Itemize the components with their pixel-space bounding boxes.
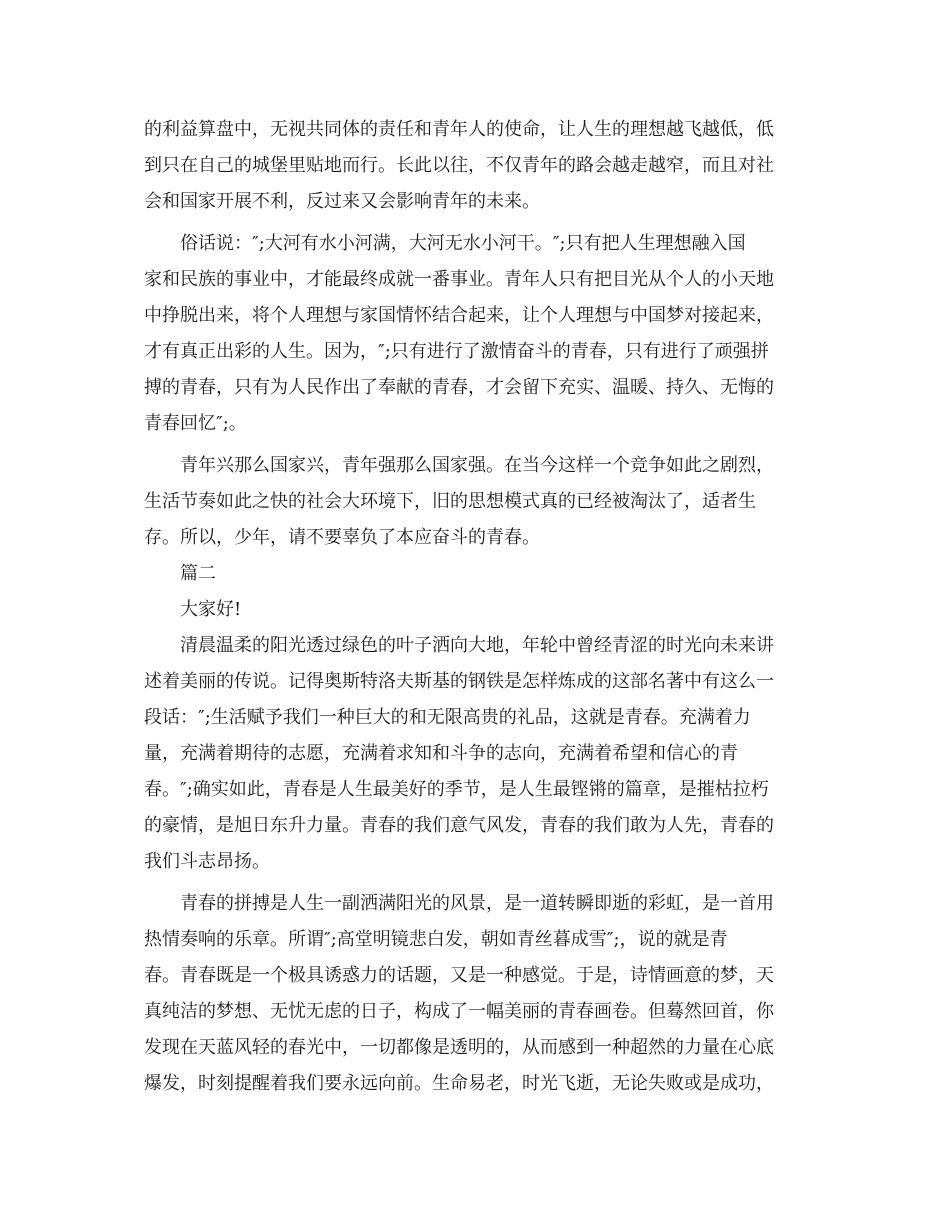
text-line: 生活节奏如此之快的社会大环境下，旧的思想模式真的已经被淘汰了，适者生	[144, 491, 756, 512]
text-line: 述着美丽的传说。记得奥斯特洛夫斯基的钢铁是怎样炼成的这部名著中有这么一	[144, 671, 774, 692]
text-line: 清晨温柔的阳光透过绿色的叶子洒向大地，年轮中曾经青涩的时光向未来讲	[180, 635, 774, 656]
text-line: 青春回忆″;。	[144, 413, 247, 434]
text-line: 才有真正出彩的人生。因为，″;只有进行了激情奋斗的青春，只有进行了顽强拼	[144, 341, 769, 362]
text-line: 春。″;确实如此，青春是人生最美好的季节，是人生最铿锵的篇章，是摧枯拉朽	[144, 779, 769, 800]
text-line: 青年兴那么国家兴，青年强那么国家强。在当今这样一个竞争如此之剧烈，	[180, 455, 774, 476]
text-line: 青春的拼搏是人生一副洒满阳光的风景，是一道转瞬即逝的彩虹，是一首用	[180, 893, 774, 914]
text-line: 家和民族的事业中，才能最终成就一番事业。青年人只有把目光从个人的小天地	[144, 269, 774, 290]
text-line: 会和国家开展不利，反过来又会影响青年的未来。	[144, 191, 540, 212]
text-line: 俗话说：″;大河有水小河满，大河无水小河干。″;只有把人生理想融入国	[180, 233, 746, 254]
text-line: 存。所以，少年，请不要辜负了本应奋斗的青春。	[144, 527, 540, 548]
text-line: 到只在自己的城堡里贴地而行。长此以往，不仅青年的路会越走越窄，而且对社	[144, 155, 774, 176]
greeting-line: 大家好!	[180, 599, 242, 620]
text-line: 真纯洁的梦想、无忧无虑的日子，构成了一幅美丽的青春画卷。但蓦然回首，你	[144, 1001, 774, 1022]
text-line: 的利益算盘中，无视共同体的责任和青年人的使命，让人生的理想越飞越低，低	[144, 119, 774, 140]
text-line: 段话：″;生活赋予我们一种巨大的和无限高贵的礼品，这就是青春。充满着力	[144, 707, 751, 728]
text-line: 我们斗志昂扬。	[144, 851, 270, 872]
text-line: 热情奏响的乐章。所谓″;高堂明镜悲白发，朝如青丝暮成雪″;，说的就是青	[144, 929, 728, 950]
text-line: 中挣脱出来，将个人理想与家国情怀结合起来，让个人理想与中国梦对接起来，	[144, 305, 774, 326]
text-line: 搏的青春，只有为人民作出了奉献的青春，才会留下充实、温暖、持久、无悔的	[144, 377, 774, 398]
section-heading: 篇二	[180, 563, 216, 584]
text-line: 发现在天蓝风轻的春光中，一切都像是透明的，从而感到一种超然的力量在心底	[144, 1037, 774, 1058]
text-line: 春。青春既是一个极具诱惑力的话题，又是一种感觉。于是，诗情画意的梦，天	[144, 965, 774, 986]
text-line: 爆发，时刻提醒着我们要永远向前。生命易老，时光飞逝，无论失败或是成功，	[144, 1073, 774, 1094]
text-line: 量，充满着期待的志愿，充满着求知和斗争的志向，充满着希望和信心的青	[144, 743, 738, 764]
text-line: 的豪情，是旭日东升力量。青春的我们意气风发，青春的我们敢为人先，青春的	[144, 815, 774, 836]
